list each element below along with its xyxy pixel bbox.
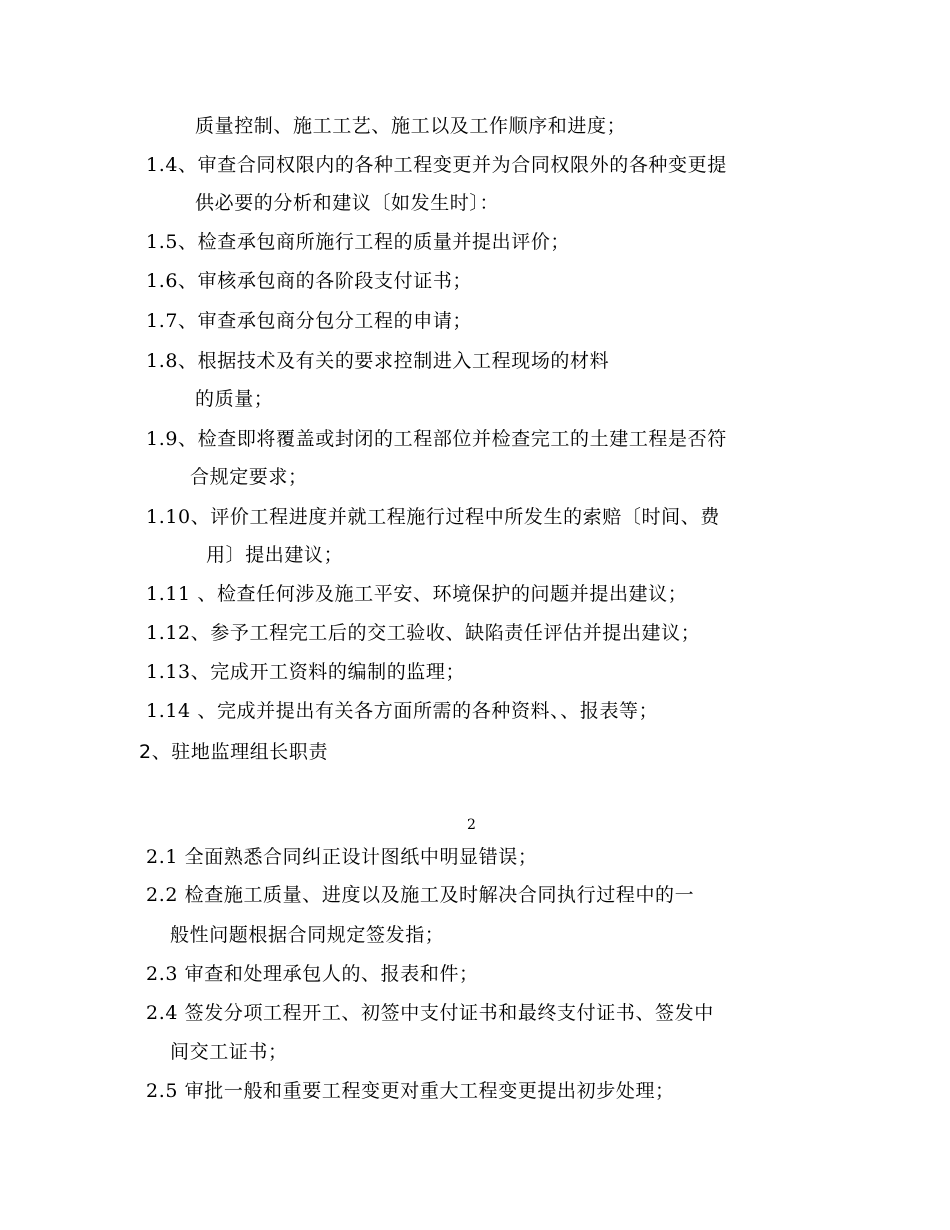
item-2-4: 2.4 签发分项工程开工、初签中支付证书和最终支付证书、签发中 <box>146 1002 714 1024</box>
section-2-heading: 2、驻地监理组长职责 <box>139 741 329 763</box>
item-1-4: 1.4、审查合同权限内的各种工程变更并为合同权限外的各种变更提 <box>146 154 727 176</box>
item-1-10-continuation: 用〕提出建议； <box>206 544 344 566</box>
item-1-11: 1.11 、检查任何涉及施工平安、环境保护的问题并提出建议； <box>146 583 688 605</box>
item-2-3: 2.3 审查和处理承包人的、报表和件； <box>146 963 479 985</box>
item-1-3-continuation: 质量控制、施工工艺、施工以及工作顺序和进度； <box>195 115 627 137</box>
item-1-6: 1.6、审核承包商的各阶段支付证书； <box>146 270 473 292</box>
item-1-4-continuation: 供必要的分析和建议〔如发生时〕： <box>195 192 500 214</box>
item-1-14: 1.14 、完成并提出有关各方面所需的各种资料、、报表等； <box>146 700 659 722</box>
item-2-2-continuation: 般性问题根据合同规定签发指； <box>170 924 445 946</box>
page-number: 2 <box>467 817 476 833</box>
item-1-8: 1.8、根据技术及有关的要求控制进入工程现场的材料 <box>146 350 610 372</box>
item-1-12: 1.12、参予工程完工后的交工验收、缺陷责任评估并提出建议； <box>146 622 701 644</box>
item-2-2: 2.2 检查施工质量、进度以及施工及时解决合同执行过程中的一 <box>146 884 695 906</box>
item-1-5: 1.5、检查承包商所施行工程的质量并提出评价； <box>146 231 571 253</box>
item-1-10: 1.10、评价工程进度并就工程施行过程中所发生的索赔〔时间、费 <box>146 506 720 528</box>
item-1-8-continuation: 的质量； <box>195 388 274 410</box>
item-2-1: 2.1 全面熟悉合同纠正设计图纸中明显错误； <box>146 846 538 868</box>
item-2-5: 2.5 审批一般和重要工程变更对重大工程变更提出初步处理； <box>146 1080 675 1102</box>
item-1-9: 1.9、检查即将覆盖或封闭的工程部位并检查完工的土建工程是否符 <box>146 428 727 450</box>
item-1-13: 1.13、完成开工资料的编制的监理； <box>146 661 466 683</box>
item-1-9-continuation: 合规定要求； <box>190 466 308 488</box>
item-1-7: 1.7、审查承包商分包分工程的申请； <box>146 310 473 332</box>
item-2-4-continuation: 间交工证书； <box>170 1041 288 1063</box>
